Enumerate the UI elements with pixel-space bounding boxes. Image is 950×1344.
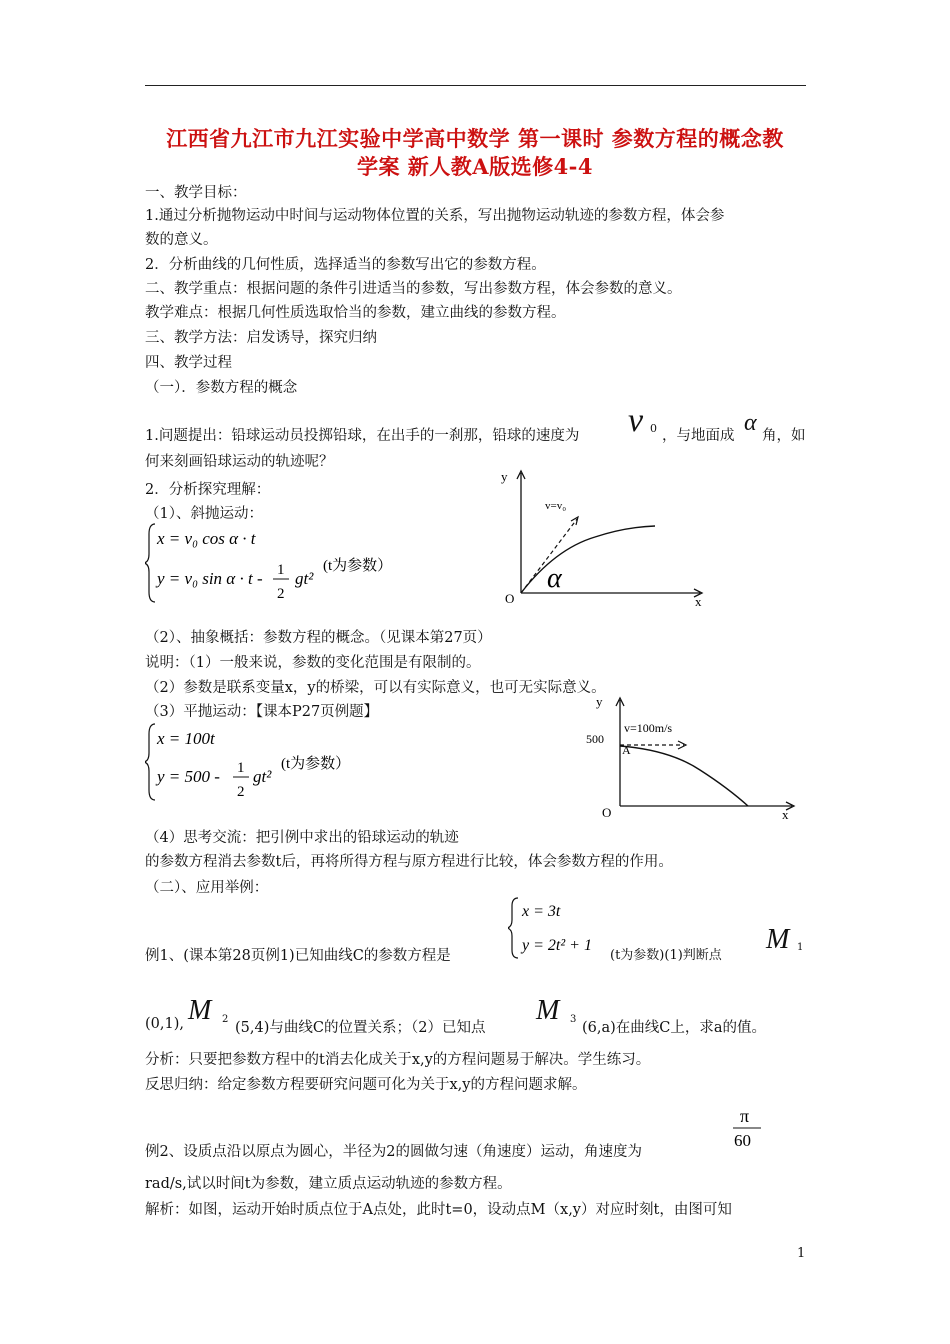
- example-1-m1-coords: (0,1),: [145, 1016, 184, 1032]
- eq2-y: y = 500 -: [157, 767, 220, 786]
- fraction-sixty: 60: [734, 1131, 751, 1150]
- eq1-half-num: 1: [277, 562, 285, 578]
- objective-2: 2．分析曲线的几何性质，选择适当的参数写出它的参数方程。: [145, 257, 546, 273]
- page-number: 1: [797, 1246, 806, 1261]
- reflection-cont: 的参数方程消去参数t后，再将所得方程与原方程进行比较，体会参数方程的作用。: [145, 854, 673, 870]
- eq1-param: (t为参数）: [323, 558, 393, 574]
- horizontal-projectile-heading: （3）平抛运动：【课本P27页例题】: [145, 704, 379, 720]
- eq2-half-num: 1: [237, 760, 245, 776]
- example-2-text: 例2、设质点沿以原点为圆心，半径为2的圆做匀速（角速度）运动，角速度为: [145, 1144, 642, 1160]
- fig2-point-a: A: [622, 743, 631, 757]
- point-m3: M: [536, 995, 560, 1026]
- process: 四、教学过程: [145, 355, 232, 371]
- eq1-x: x = v₀ cos α · t: [157, 529, 256, 548]
- example-1-param: (t为参数)(1)判断点: [610, 948, 722, 963]
- figure-horizontal-projectile: [580, 690, 800, 825]
- question-text: 1.问题提出：铅球运动员投掷铅球，在出手的一刹那，铅球的速度为: [145, 428, 580, 444]
- title-line-2: 学案 新人教A版选修4-4: [356, 154, 594, 179]
- example-1-part1: (5,4)与曲线C的位置关系；（2）已知点: [235, 1020, 486, 1036]
- methods: 三、教学方法：启发诱导，探究归纳: [145, 330, 377, 346]
- eq1-y: y = v₀ sin α · t -: [157, 569, 263, 588]
- question-text-mid: ，与地面成: [662, 428, 735, 444]
- eq1-gt: gt²: [295, 569, 314, 588]
- eq2-half-den: 2: [237, 784, 245, 800]
- point-m1-sub: 1: [797, 942, 804, 953]
- eq2-param: (t为参数）: [281, 756, 351, 772]
- equation-oblique: [145, 520, 445, 606]
- difficulties: 教学难点：根据几何性质选取恰当的参数，建立曲线的参数方程。: [145, 305, 566, 321]
- question-text-end: 角，如: [762, 428, 806, 444]
- example-1-reflection: 反思归纳：给定参数方程要研究问题可化为关于x,y的方程问题求解。: [145, 1077, 587, 1093]
- point-m3-sub: 3: [570, 1014, 577, 1025]
- subsection-concept: （一）．参数方程的概念: [145, 380, 298, 396]
- fig2-origin: O: [602, 805, 612, 820]
- fig1-y-label: y: [501, 469, 508, 484]
- example-1-text: 例1、(课本第28页例1)已知曲线C的参数方程是: [145, 948, 451, 964]
- objective-1-cont: 数的意义。: [145, 232, 218, 248]
- fig2-y-label: y: [596, 694, 603, 709]
- fig1-origin: O: [505, 591, 515, 606]
- fig1-x-label: x: [695, 594, 702, 609]
- note-1: 说明：（1）一般来说，参数的变化范围是有限制的。: [145, 655, 481, 671]
- abstraction: （2）、抽象概括：参数方程的概念。（见课本第27页）: [145, 630, 492, 646]
- oblique-heading: （1）、斜抛运动：: [145, 506, 263, 522]
- eq2-x: x = 100t: [157, 729, 215, 748]
- example-2-solution: 解析：如图，运动开始时质点位于A点处，此时t=0，设动点M（x,y）对应时刻t，由图可知: [145, 1202, 732, 1218]
- key-points: 二、教学重点：根据问题的条件引进适当的参数，写出参数方程，体会参数的意义。: [145, 281, 682, 297]
- header-rule: [145, 85, 806, 86]
- question-text-cont: 何来刻画铅球运动的轨迹呢？: [145, 454, 334, 470]
- figure-oblique-projectile: [495, 465, 715, 610]
- eq3-y: y = 2t² + 1: [522, 937, 592, 954]
- equation-example-1: [508, 894, 618, 962]
- alpha-symbol: α: [744, 410, 757, 436]
- reflection: （4）思考交流：把引例中求出的铅球运动的轨迹: [145, 830, 459, 846]
- example-2-text-cont: rad/s,试以时间t为参数，建立质点运动轨迹的参数方程。: [145, 1176, 512, 1192]
- note-2: （2）参数是联系变量x，y的桥梁，可以有实际意义，也可无实际意义。: [145, 680, 606, 696]
- fig2-x-label: x: [782, 807, 789, 822]
- velocity-subscript: 0: [650, 422, 657, 435]
- fraction-pi: π: [740, 1106, 750, 1126]
- fig2-tick-500: 500: [586, 732, 604, 746]
- point-m2: M: [188, 995, 212, 1026]
- application-heading: （二）、应用举例：: [145, 880, 269, 896]
- eq3-x: x = 3t: [522, 903, 561, 920]
- angular-velocity-fraction: [728, 1102, 768, 1154]
- objective-1: 1.通过分析抛物运动中时间与运动物体位置的关系，写出抛物运动轨迹的参数方程，体会参: [145, 208, 725, 224]
- point-m2-sub: 2: [222, 1014, 229, 1025]
- fig1-alpha: α: [547, 563, 562, 594]
- example-1-part2: (6,a)在曲线C上，求a的值。: [582, 1020, 767, 1036]
- analysis-heading: 2．分析探究理解：: [145, 482, 271, 498]
- eq1-half-den: 2: [277, 586, 285, 602]
- point-m1: M: [766, 924, 790, 955]
- fig1-velocity-label: v=v₀: [545, 500, 567, 512]
- fig2-velocity-label: v=100m/s: [624, 721, 673, 735]
- equation-horizontal: [145, 720, 405, 804]
- eq2-gt: gt²: [253, 767, 272, 786]
- title-line-1: 江西省九江市九江实验中学高中数学 第一课时 参数方程的概念教: [166, 126, 784, 151]
- example-1-analysis: 分析：只要把参数方程中的t消去化成关于x,y的方程问题易于解决。学生练习。: [145, 1052, 651, 1068]
- velocity-symbol: v: [628, 402, 644, 439]
- section-objectives: 一、教学目标：: [145, 185, 247, 201]
